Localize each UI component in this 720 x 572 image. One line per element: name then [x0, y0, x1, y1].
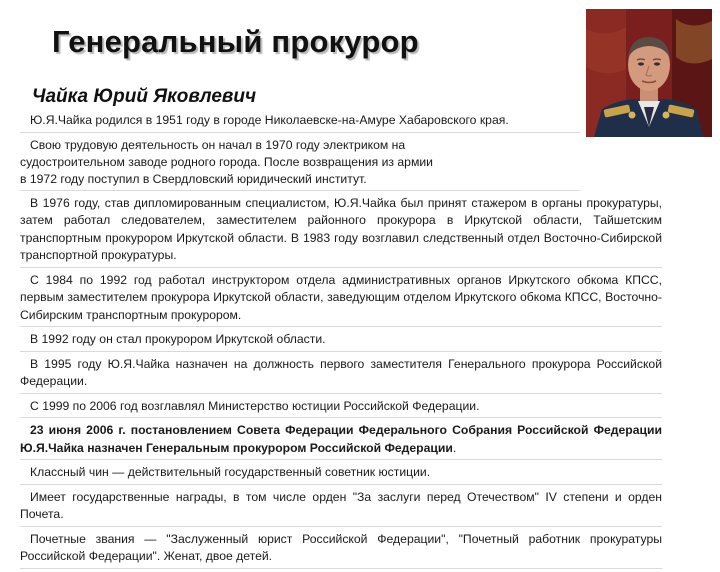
bio-paragraph-rank	[20, 463, 662, 485]
bio-text: Имеет государственные награды, в том числе орден "За заслуги перед Отечеством" IV степени и орден Почета.	[20, 489, 662, 521]
bio-text: в 1972 году поступил в Свердловский юридический институт.	[20, 171, 367, 186]
bio-text: С 1999 по 2006 год возглавлял Министерство юстиции Российской Федерации.	[30, 398, 480, 413]
bio-text: 23 июня 2006 г. постановлением Совета Федерации Федерального Собрания Российской Федерации Ю.Я.Чайка назначен Генеральным прокурором Российской Федерации	[20, 423, 662, 455]
bio-paragraph-awards	[20, 488, 662, 527]
bio-text: Свою трудовую деятельность он начал в 1970 году электриком на	[30, 137, 406, 152]
biography	[20, 111, 662, 572]
bio-paragraph-birth	[20, 111, 580, 133]
bio-paragraph-1976	[20, 194, 662, 268]
slide-title: Генеральный прокурор	[52, 24, 419, 59]
bio-text: С 1984 по 1992 год работал инструктором отдела административных органов Иркутского обкома КПСС, первым заместителем прокурора Иркутской области, заведующим отделом Иркутского обкома КПСС, Восточно-Сибирским транспортным прокурором.	[20, 272, 662, 322]
bio-paragraph-2006	[20, 421, 662, 460]
bio-paragraph-1999	[20, 397, 662, 419]
bio-text: Классный чин — действительный государственный советник юстиции.	[30, 465, 431, 479]
bio-paragraph-1995	[20, 355, 662, 394]
bio-text: В 1992 году он стал прокурором Иркутской области.	[30, 332, 326, 346]
bio-paragraph-titles	[20, 530, 662, 569]
person-name: Чайка Юрий Яковлевич	[32, 86, 257, 107]
bio-text: В 1976 году, став дипломированным специалистом, Ю.Я.Чайка был принят стажером в органы прокуратуры, затем работал следователем, заместителем районного прокурора в Иркутской области, Тайшетским транспортным прокурором Иркутской области. В 1983 году возглавил следственный отдел Восточно-Сибирской транспортной прокуратуры.	[20, 195, 662, 262]
bio-paragraph-early-career	[20, 136, 580, 191]
bio-text: .	[452, 440, 457, 455]
bio-text: судостроительном заводе родного города. После возвращения из армии	[20, 154, 433, 169]
bio-text: Почетные звания — "Заслуженный юрист Российской Федерации", "Почетный работник прокуратуры Российской Федерации". Женат, двое детей.	[20, 531, 662, 563]
bio-text: Ю.Я.Чайка родился в 1951 году в городе Николаевске-на-Амуре Хабаровского края.	[30, 113, 509, 127]
bio-paragraph-1992	[20, 330, 662, 352]
bio-text: В 1995 году Ю.Я.Чайка назначен на должность первого заместителя Генерального прокурора Российской Федерации.	[20, 356, 662, 388]
bio-paragraph-1984	[20, 271, 662, 328]
